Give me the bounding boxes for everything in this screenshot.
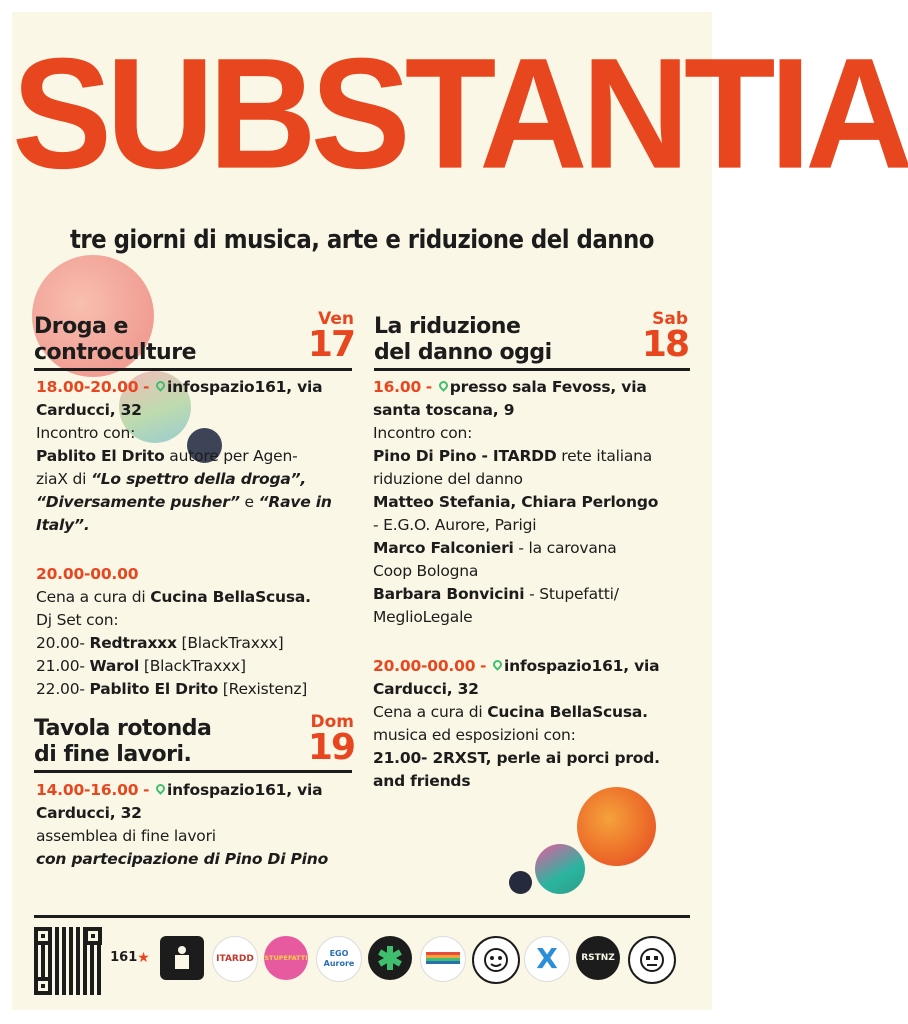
star-icon: ★ bbox=[137, 950, 150, 966]
sunday-event bbox=[36, 779, 328, 871]
logo-rstnz bbox=[576, 936, 620, 980]
logo-itardd bbox=[212, 936, 258, 982]
saturday-event2-place: infospazio161, via bbox=[504, 657, 660, 675]
logo-infospazio161 bbox=[108, 936, 152, 980]
friday-title-line1: Droga e bbox=[34, 314, 128, 339]
djset-row bbox=[36, 632, 311, 655]
qr-finder bbox=[34, 977, 52, 995]
friday-speaker-desc-2: ziaX di bbox=[36, 470, 91, 488]
friday-event1-time: 18.00-20.00 bbox=[36, 378, 139, 396]
sunday-day-number: 19 bbox=[307, 727, 354, 768]
poster-subtitle: tre giorni di musica, arte e riduzione del danno bbox=[69, 225, 655, 255]
dinner-by: Cucina BellaScusa. bbox=[487, 703, 648, 721]
saturday-title bbox=[374, 314, 552, 366]
location-pin-icon bbox=[156, 784, 165, 796]
friday-divider bbox=[34, 368, 352, 371]
djset-time: 22.00- bbox=[36, 680, 90, 698]
saturday-title-line1: La riduzione bbox=[374, 314, 521, 339]
saturday-title-line2: del danno oggi bbox=[374, 340, 552, 365]
face-icon bbox=[638, 946, 666, 974]
dinner-label: Cena a cura di bbox=[36, 588, 151, 606]
djset-row bbox=[36, 655, 311, 678]
friday-title bbox=[34, 314, 196, 366]
logo-face bbox=[628, 936, 676, 984]
saturday-event2-place-2: Carducci, 32 bbox=[373, 680, 479, 698]
saturday-event2-time: 20.00-00.00 bbox=[373, 657, 476, 675]
sunday-place: infospazio161, via bbox=[167, 781, 323, 799]
djset-time: 20.00- bbox=[36, 634, 90, 652]
logo-mask bbox=[472, 936, 520, 984]
saturday-date bbox=[618, 309, 688, 365]
music-act: 21.00- 2RXST, perle ai porci prod. bbox=[373, 749, 660, 767]
rainbow-icon bbox=[426, 952, 460, 966]
footer-divider bbox=[34, 915, 690, 918]
djset-artist: Pablito El Drito bbox=[89, 680, 219, 698]
saturday-event-1 bbox=[373, 376, 658, 629]
logo-text: EGO Aurore bbox=[323, 949, 355, 968]
qr-finder bbox=[34, 927, 52, 945]
logo-text: X bbox=[536, 942, 558, 975]
qr-finder bbox=[84, 927, 102, 945]
djset-artist: Warol bbox=[89, 657, 140, 675]
sunday-title-line2: di fine lavori. bbox=[34, 742, 192, 767]
speaker-name: Barbara Bonvicini bbox=[373, 585, 525, 603]
speaker-role: rete italiana bbox=[556, 447, 653, 465]
speaker-role: - la carovana bbox=[513, 539, 617, 557]
friday-day-number: 17 bbox=[307, 324, 354, 365]
friday-event2-time: 20.00-00.00 bbox=[36, 565, 139, 583]
friday-event-1 bbox=[36, 376, 332, 537]
djset-label: Dj Set con: bbox=[36, 611, 119, 629]
dash: - bbox=[480, 657, 487, 675]
sunday-title bbox=[34, 716, 211, 768]
music-label: musica ed esposizioni con: bbox=[373, 726, 576, 744]
logo-medical bbox=[368, 936, 412, 980]
speaker-name: Marco Falconieri bbox=[373, 539, 514, 557]
dash: - bbox=[143, 781, 150, 799]
friday-title-line2: controculture bbox=[34, 340, 196, 365]
djset-label-name: [Rexistenz] bbox=[218, 680, 308, 698]
logo-text: ITARDD bbox=[216, 954, 254, 964]
decor-circle-navy bbox=[509, 871, 532, 894]
saturday-event1-intro: Incontro con: bbox=[373, 424, 473, 442]
djset-label-name: [BlackTraxxx] bbox=[139, 657, 246, 675]
book-title-3-end: Italy”. bbox=[36, 516, 90, 534]
friday-event1-intro: Incontro con: bbox=[36, 424, 136, 442]
speaker-role: MeglioLegale bbox=[373, 608, 473, 626]
location-pin-icon bbox=[156, 381, 165, 393]
djset-row bbox=[36, 678, 311, 701]
sunday-with: con partecipazione di Pino Di Pino bbox=[36, 850, 329, 868]
poster-title: SUBSTANTIA bbox=[12, 24, 908, 202]
sunday-time: 14.00-16.00 bbox=[36, 781, 139, 799]
figure-icon bbox=[169, 943, 195, 973]
sunday-date bbox=[284, 712, 354, 768]
friday-speaker: Pablito El Drito bbox=[36, 447, 165, 465]
speaker-name: Pino Di Pino - ITARDD bbox=[373, 447, 557, 465]
friday-day-name: Ven bbox=[318, 309, 354, 329]
saturday-day-name: Sab bbox=[652, 309, 688, 329]
logo-text: STUPEFATTI bbox=[264, 954, 308, 962]
logo-ego-aurore bbox=[316, 936, 362, 982]
sunday-desc: assemblea di fine lavori bbox=[36, 827, 216, 845]
sunday-place-2: Carducci, 32 bbox=[36, 804, 142, 822]
speaker-name: Matteo Stefania, Chiara Perlongo bbox=[373, 493, 659, 511]
djset-time: 21.00- bbox=[36, 657, 90, 675]
djset-label-name: [BlackTraxxx] bbox=[176, 634, 284, 652]
speaker-role: - Stupefatti/ bbox=[524, 585, 619, 603]
logo-text: 161 bbox=[110, 950, 138, 965]
friday-event1-place: infospazio161, via bbox=[167, 378, 323, 396]
saturday-event1-time: 16.00 bbox=[373, 378, 422, 396]
book-title-1: “Lo spettro della droga”, bbox=[90, 470, 307, 488]
mask-icon bbox=[482, 946, 510, 974]
saturday-event1-place-2: santa toscana, 9 bbox=[373, 401, 515, 419]
sunday-divider bbox=[34, 770, 352, 773]
poster bbox=[12, 12, 908, 1010]
location-pin-icon bbox=[439, 381, 448, 393]
sunday-title-line1: Tavola rotonda bbox=[34, 716, 212, 741]
qr-code[interactable] bbox=[34, 927, 102, 995]
logo-text: RSTNZ bbox=[581, 953, 615, 963]
djset-artist: Redtraxxx bbox=[89, 634, 177, 652]
dinner-by: Cucina BellaScusa. bbox=[150, 588, 311, 606]
logo-stupefatti bbox=[264, 936, 308, 980]
location-pin-icon bbox=[493, 660, 502, 672]
friday-speaker-desc: autore per Agen- bbox=[164, 447, 298, 465]
friday-event-2 bbox=[36, 563, 311, 701]
logo-x bbox=[524, 936, 570, 982]
speaker-role: riduzione del danno bbox=[373, 470, 523, 488]
friday-event1-place-2: Carducci, 32 bbox=[36, 401, 142, 419]
logo-emblem bbox=[160, 936, 204, 980]
dinner-label: Cena a cura di bbox=[373, 703, 488, 721]
decor-circle-orange bbox=[577, 787, 656, 866]
medical-star-icon bbox=[375, 943, 405, 973]
dash: - bbox=[425, 378, 432, 396]
decor-circle-teal bbox=[535, 844, 585, 894]
book-title-3: “Rave in bbox=[258, 493, 332, 511]
speaker-role: - E.G.O. Aurore, Parigi bbox=[373, 516, 537, 534]
book-title-2: “Diversamente pusher” bbox=[36, 493, 240, 511]
dash: - bbox=[143, 378, 150, 396]
saturday-day-number: 18 bbox=[641, 324, 688, 365]
saturday-divider bbox=[374, 368, 690, 371]
saturday-event1-place: presso sala Fevoss, via bbox=[449, 378, 647, 396]
friday-date bbox=[284, 309, 354, 365]
saturday-event-2 bbox=[373, 655, 660, 793]
sunday-day-name: Dom bbox=[310, 712, 354, 732]
conjunction: e bbox=[239, 493, 259, 511]
music-act-2: and friends bbox=[373, 772, 471, 790]
speaker-role: Coop Bologna bbox=[373, 562, 479, 580]
logo-rainbow bbox=[420, 936, 466, 982]
